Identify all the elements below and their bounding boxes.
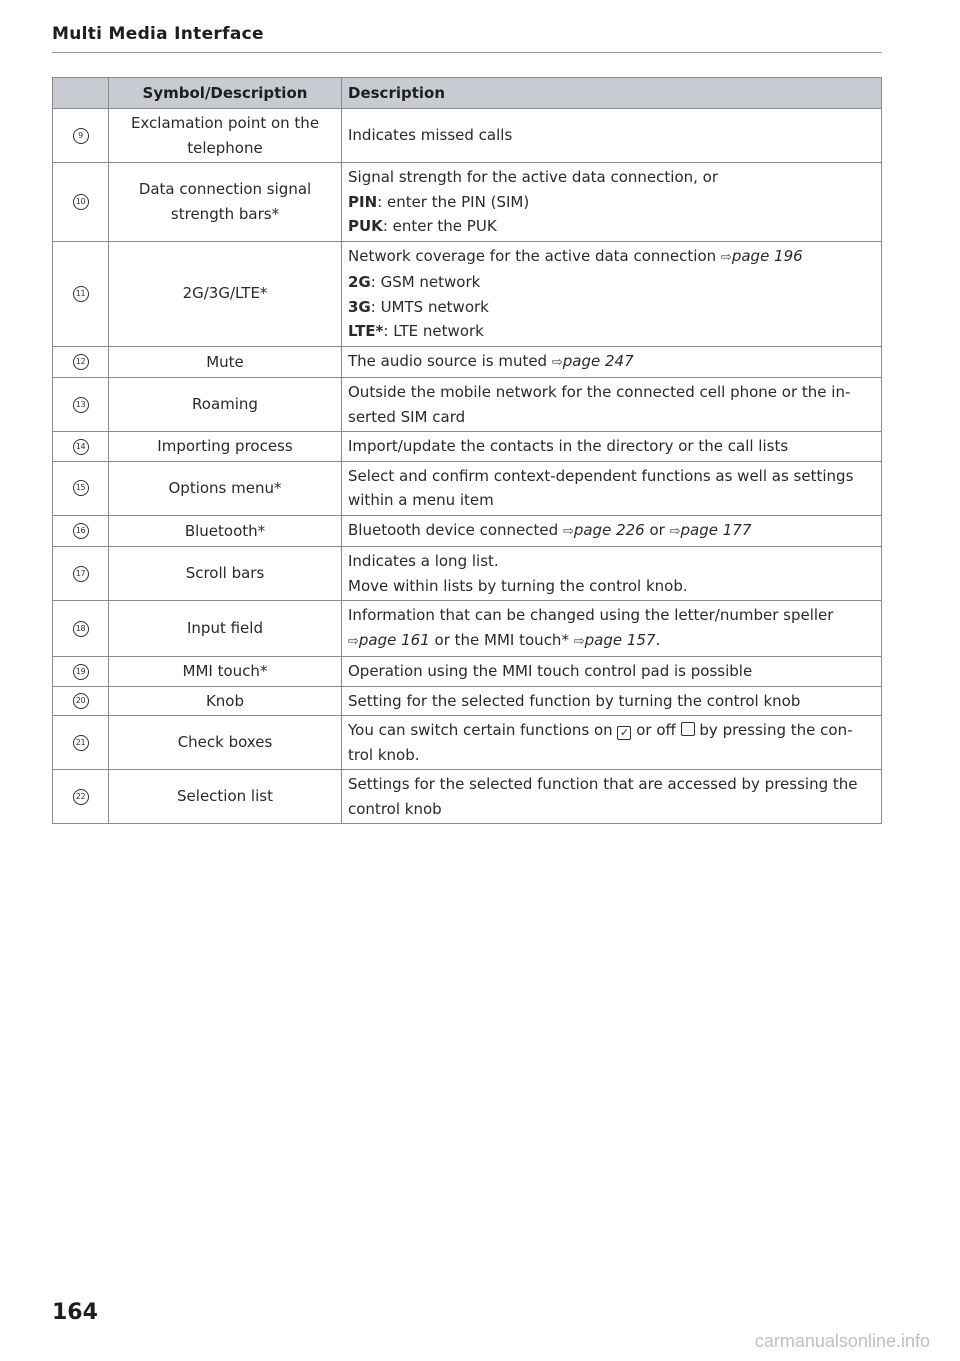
symbol-cell: Knob bbox=[109, 686, 342, 716]
term-label: LTE* bbox=[348, 322, 384, 340]
description-line: Move within lists by turning the control knob. bbox=[348, 576, 688, 595]
table-row bbox=[53, 109, 882, 163]
table-row bbox=[53, 432, 882, 462]
table-row bbox=[53, 601, 882, 657]
description-line: PIN: enter the PIN (SIM) bbox=[348, 192, 530, 211]
page-header-title: Multi Media Interface bbox=[52, 24, 264, 44]
arrow-right-icon: ⇨ bbox=[551, 354, 563, 370]
table-row bbox=[53, 378, 882, 432]
description-cell: Select and confirm context-dependent functions as well as settings within a menu item bbox=[342, 461, 882, 515]
table-row bbox=[53, 547, 882, 601]
symbol-cell: Input field bbox=[109, 601, 342, 657]
term-label: 3G bbox=[348, 297, 371, 316]
symbol-table bbox=[52, 77, 882, 824]
description-cell bbox=[342, 241, 882, 346]
term-label: PUK bbox=[348, 217, 383, 235]
callout-number: 22 bbox=[73, 789, 89, 805]
description-line: Network coverage for the active data connection ⇨page 196 bbox=[348, 246, 803, 265]
table-row bbox=[53, 241, 882, 346]
arrow-right-icon: ⇨ bbox=[562, 523, 574, 539]
checkbox-unchecked-icon bbox=[681, 722, 695, 736]
term-label: 2G bbox=[348, 273, 371, 291]
symbol-cell: Bluetooth* bbox=[109, 515, 342, 547]
callout-number: 15 bbox=[73, 480, 89, 496]
arrow-right-icon: ⇨ bbox=[669, 523, 681, 539]
arrow-right-icon: ⇨ bbox=[348, 633, 359, 649]
table-row bbox=[53, 163, 882, 242]
symbol-cell: Scroll bars bbox=[109, 547, 342, 601]
callout-number: 14 bbox=[73, 439, 89, 455]
callout-number: 13 bbox=[73, 397, 89, 413]
symbol-cell: MMI touch* bbox=[109, 657, 342, 687]
callout-number: 21 bbox=[73, 735, 89, 751]
description-cell: Outside the mobile network for the connected cell phone or the in-serted SIM card bbox=[342, 378, 882, 432]
page-reference-link[interactable]: page 247 bbox=[562, 351, 634, 370]
symbol-cell: Data connection signal strength bars* bbox=[109, 163, 342, 242]
page-reference-link[interactable]: page 157 bbox=[584, 630, 656, 649]
description-cell: Import/update the contacts in the directory or the call lists bbox=[342, 432, 882, 462]
symbol-cell: Selection list bbox=[109, 770, 342, 824]
page-reference-link[interactable]: page 226 bbox=[573, 520, 645, 539]
symbol-cell: Options menu* bbox=[109, 461, 342, 515]
description-cell: Information that can be changed using the letter/number speller ⇨page 161 or the MMI touch* ⇨page 157. bbox=[342, 601, 882, 657]
callout-number: 19 bbox=[73, 664, 89, 680]
table-row bbox=[53, 716, 882, 770]
description-cell: The audio source is muted ⇨page 247 bbox=[342, 346, 882, 378]
table-row bbox=[53, 515, 882, 547]
header-divider bbox=[52, 52, 882, 53]
symbol-cell: Check boxes bbox=[109, 716, 342, 770]
callout-number: 17 bbox=[73, 566, 89, 582]
term-label: PIN bbox=[348, 192, 378, 211]
table-row bbox=[53, 770, 882, 824]
page-reference-link[interactable]: page 177 bbox=[680, 520, 752, 539]
description-line: LTE*: LTE network bbox=[348, 322, 484, 340]
description-cell: You can switch certain functions on ✓ or off by pressing the con-trol knob. bbox=[342, 716, 882, 770]
arrow-right-icon: ⇨ bbox=[573, 633, 585, 649]
callout-number: 16 bbox=[73, 523, 89, 539]
symbol-cell: Roaming bbox=[109, 378, 342, 432]
table-header-number bbox=[53, 78, 109, 109]
arrow-right-icon: ⇨ bbox=[720, 249, 732, 265]
description-line: PUK: enter the PUK bbox=[348, 217, 497, 235]
description-cell: Bluetooth device connected ⇨page 226 or ⇨page 177 bbox=[342, 515, 882, 547]
description-line: Signal strength for the active data connection, or bbox=[348, 168, 719, 186]
table-row bbox=[53, 346, 882, 378]
watermark-text: carmanualsonline.info bbox=[754, 1331, 930, 1351]
description-line: 3G: UMTS network bbox=[348, 297, 489, 316]
description-cell: Operation using the MMI touch control pad is possible bbox=[342, 657, 882, 687]
page-number: 164 bbox=[52, 1300, 98, 1325]
symbol-cell: Exclamation point on the telephone bbox=[109, 109, 342, 163]
description-cell bbox=[342, 547, 882, 601]
table-header-row bbox=[53, 78, 882, 109]
table-header-description: Description bbox=[342, 78, 882, 109]
description-cell: Setting for the selected function by turning the control knob bbox=[342, 686, 882, 716]
description-cell bbox=[342, 163, 882, 242]
checkbox-checked-icon: ✓ bbox=[617, 726, 631, 740]
description-line: 2G: GSM network bbox=[348, 273, 481, 291]
symbol-cell: 2G/3G/LTE* bbox=[109, 241, 342, 346]
page-reference-link[interactable]: page 161 bbox=[358, 630, 430, 649]
callout-number: 18 bbox=[73, 621, 89, 637]
callout-number: 10 bbox=[73, 194, 89, 210]
description-line: Indicates a long list. bbox=[348, 552, 499, 570]
symbol-cell: Mute bbox=[109, 346, 342, 378]
callout-number: 9 bbox=[73, 128, 89, 144]
table-row bbox=[53, 657, 882, 687]
table-row bbox=[53, 686, 882, 716]
table-row bbox=[53, 461, 882, 515]
callout-number: 11 bbox=[73, 286, 89, 302]
description-cell: Indicates missed calls bbox=[342, 109, 882, 163]
description-cell: Settings for the selected function that are accessed by pressing the control knob bbox=[342, 770, 882, 824]
page-reference-link[interactable]: page 196 bbox=[731, 246, 803, 265]
callout-number: 12 bbox=[73, 354, 89, 370]
symbol-cell: Importing process bbox=[109, 432, 342, 462]
callout-number: 20 bbox=[73, 693, 89, 709]
table-header-symbol: Symbol/Description bbox=[109, 78, 342, 109]
